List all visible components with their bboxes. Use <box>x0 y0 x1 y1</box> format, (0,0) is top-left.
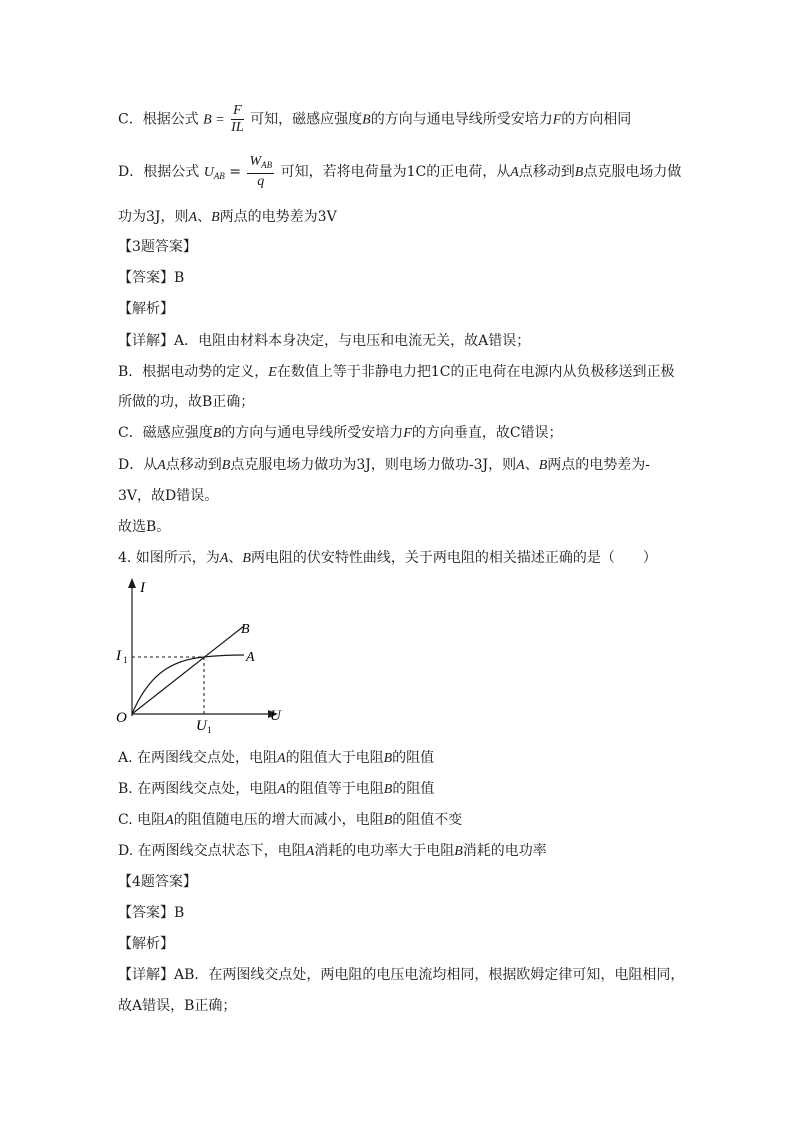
var-f: F <box>552 112 562 128</box>
fraction-denominator: IL <box>231 120 244 135</box>
q3-answer-header: 【3题答案】 <box>118 239 197 255</box>
option-d-prev <box>118 154 681 190</box>
q3-detail-d-text-e: 两点的电势差为- <box>547 457 650 473</box>
q3-detail-d-text-c: 点克服电场力做功为3J，则电场力做功-3J，则 <box>230 457 517 473</box>
var-a: A <box>516 458 525 473</box>
option-c-text-a: 可知，磁感应强度 <box>250 111 363 128</box>
q3-detail-c-text-a: C．磁感应强度 <box>118 425 213 441</box>
formula-u: U <box>203 165 214 180</box>
y-axis-label: I <box>140 580 145 596</box>
q3-detail-a: 【详解】A．电阻由材料本身决定，与电压和电流无关，故A错误； <box>118 333 531 349</box>
var-a: A <box>277 751 286 766</box>
q4-detail-line1: 【详解】AB．在两图线交点处，两电阻的电压电流均相同，根据欧姆定律可知，电阻相同， <box>118 967 685 983</box>
option-c-prev <box>118 103 631 136</box>
var-a: A <box>219 551 229 566</box>
q4-opt-c-text-b: 的阻值随电压的增大而减小，电阻 <box>173 812 384 828</box>
q3-detail-d-line1 <box>118 455 650 476</box>
q3-detail-b-text-b: 在数值上等于非静电力把1C的正电荷在电源内从负极移送到正极 <box>276 364 675 380</box>
option-d-line2-b: 、 <box>197 209 212 225</box>
option-d-text-c: 点克服电场力做 <box>583 164 682 180</box>
q4-opt-a-text-b: 的阻值大于电阻 <box>285 750 384 766</box>
option-c-prefix: C．根据公式 <box>118 111 199 128</box>
iv-characteristic-graph <box>110 576 290 736</box>
q4-analysis-label: 【解析】 <box>118 936 174 952</box>
q4-opt-b-text-b: 的阻值等于电阻 <box>285 781 384 797</box>
q3-detail-b-line2: 所做的功，故B正确； <box>118 394 255 410</box>
curve-a-label: A <box>246 650 255 665</box>
fraction-numerator: F <box>233 103 242 118</box>
var-f: F <box>403 426 412 441</box>
var-b: B <box>383 813 393 828</box>
formula-fraction <box>247 154 274 190</box>
var-a: A <box>157 458 166 473</box>
var-a: A <box>277 782 286 797</box>
numerator-sub: AB <box>261 160 273 170</box>
var-b: B <box>574 165 584 180</box>
q3-detail-c <box>118 423 563 444</box>
q4-stem-b: 、 <box>228 550 243 566</box>
q4-opt-b-text-c: 的阻值 <box>392 781 435 797</box>
q4-opt-b-text-a: B. 在两图线交点处，电阻 <box>118 781 278 797</box>
q4-answer-header: 【4题答案】 <box>118 874 197 890</box>
var-a: A <box>510 165 519 180</box>
var-a: A <box>305 844 315 859</box>
q3-analysis-label: 【解析】 <box>118 301 174 317</box>
q4-opt-d-text-a: D. 在两图线交点状态下，电阻 <box>118 843 306 859</box>
q4-stem-c: 两电阻的伏安特性曲线，关于两电阻的相关描述正确的是（ ） <box>250 550 657 566</box>
option-d-line2-c: 两点的电势差为3V <box>219 209 337 225</box>
q4-stem <box>118 548 657 569</box>
q4-answer: 【答案】B <box>118 905 185 921</box>
var-b: B <box>383 782 393 797</box>
q4-detail-line2: 故A错误，B正确； <box>118 998 237 1014</box>
q3-detail-b-line1 <box>118 362 674 383</box>
q3-detail-d-text-a: D．从 <box>118 457 158 473</box>
var-b: B <box>212 426 222 441</box>
u1-sub: 1 <box>207 725 212 735</box>
q4-opt-a-text-a: A. 在两图线交点处，电阻 <box>118 750 278 766</box>
var-b: B <box>454 844 463 859</box>
var-b: B <box>242 551 251 566</box>
y-axis-arrow <box>128 578 136 588</box>
u1-label: U <box>196 718 207 734</box>
q4-option-c <box>118 810 462 831</box>
option-d-prev-line2 <box>118 207 337 228</box>
formula-lhs: B = <box>203 112 225 128</box>
q3-conclusion: 故选B。 <box>118 519 171 535</box>
i1-label: I <box>116 648 121 664</box>
i1-sub: 1 <box>123 655 128 665</box>
option-c-text-b: 的方向与通电导线所受安培力 <box>370 111 553 128</box>
q3-detail-c-text-b: 的方向与通电导线所受安培力 <box>221 425 404 441</box>
q3-detail-d-text-d: 、 <box>524 457 539 473</box>
q4-opt-d-text-c: 消耗的电功率 <box>462 843 547 859</box>
option-d-line2-a: 功为3J，则 <box>118 209 189 225</box>
var-b: B <box>211 210 220 225</box>
q3-detail-b-text-a: B．根据电动势的定义， <box>118 364 269 380</box>
option-d-prefix: D．根据公式 <box>118 164 200 180</box>
var-b: B <box>221 458 231 473</box>
fraction-denominator: q <box>257 174 265 189</box>
option-d-text-b: 点移动到 <box>518 164 575 180</box>
formula-u-sub: AB <box>213 171 225 181</box>
origin-label: O <box>116 710 127 726</box>
q3-detail-c-text-c: 的方向垂直，故C错误； <box>411 425 563 441</box>
q4-opt-c-text-c: 的阻值不变 <box>392 812 463 828</box>
var-b: B <box>362 112 371 128</box>
q4-option-d <box>118 841 547 862</box>
q4-opt-a-text-c: 的阻值 <box>392 750 435 766</box>
q4-option-b <box>118 779 434 800</box>
q4-stem-a: 4. 如图所示，为 <box>118 550 220 566</box>
var-a: A <box>188 210 198 225</box>
option-d-text-a: 可知，若将电荷量为1C的正电荷，从 <box>280 164 511 180</box>
line-b-label: B <box>241 622 250 637</box>
q4-opt-c-text-a: C. 电阻 <box>118 812 166 828</box>
var-e: E <box>268 365 277 380</box>
formula-eq: = <box>229 164 241 180</box>
formula-fraction <box>231 103 244 136</box>
var-a: A <box>165 813 174 828</box>
fraction-numerator <box>247 154 274 174</box>
q4-opt-d-text-b: 消耗的电功率大于电阻 <box>314 843 455 859</box>
option-c-text-c: 的方向相同 <box>561 111 632 128</box>
q3-detail-d-text-b: 点移动到 <box>165 457 222 473</box>
q3-answer: 【答案】B <box>118 270 185 286</box>
x-axis-label: U <box>270 708 281 724</box>
var-b: B <box>383 751 393 766</box>
var-b: B <box>538 458 548 473</box>
numerator-w: W <box>249 154 262 169</box>
q4-option-a <box>118 748 434 769</box>
q3-detail-d-line2: 3V，故D错误。 <box>118 488 219 504</box>
line-b <box>132 626 244 714</box>
curve-a <box>132 655 244 714</box>
